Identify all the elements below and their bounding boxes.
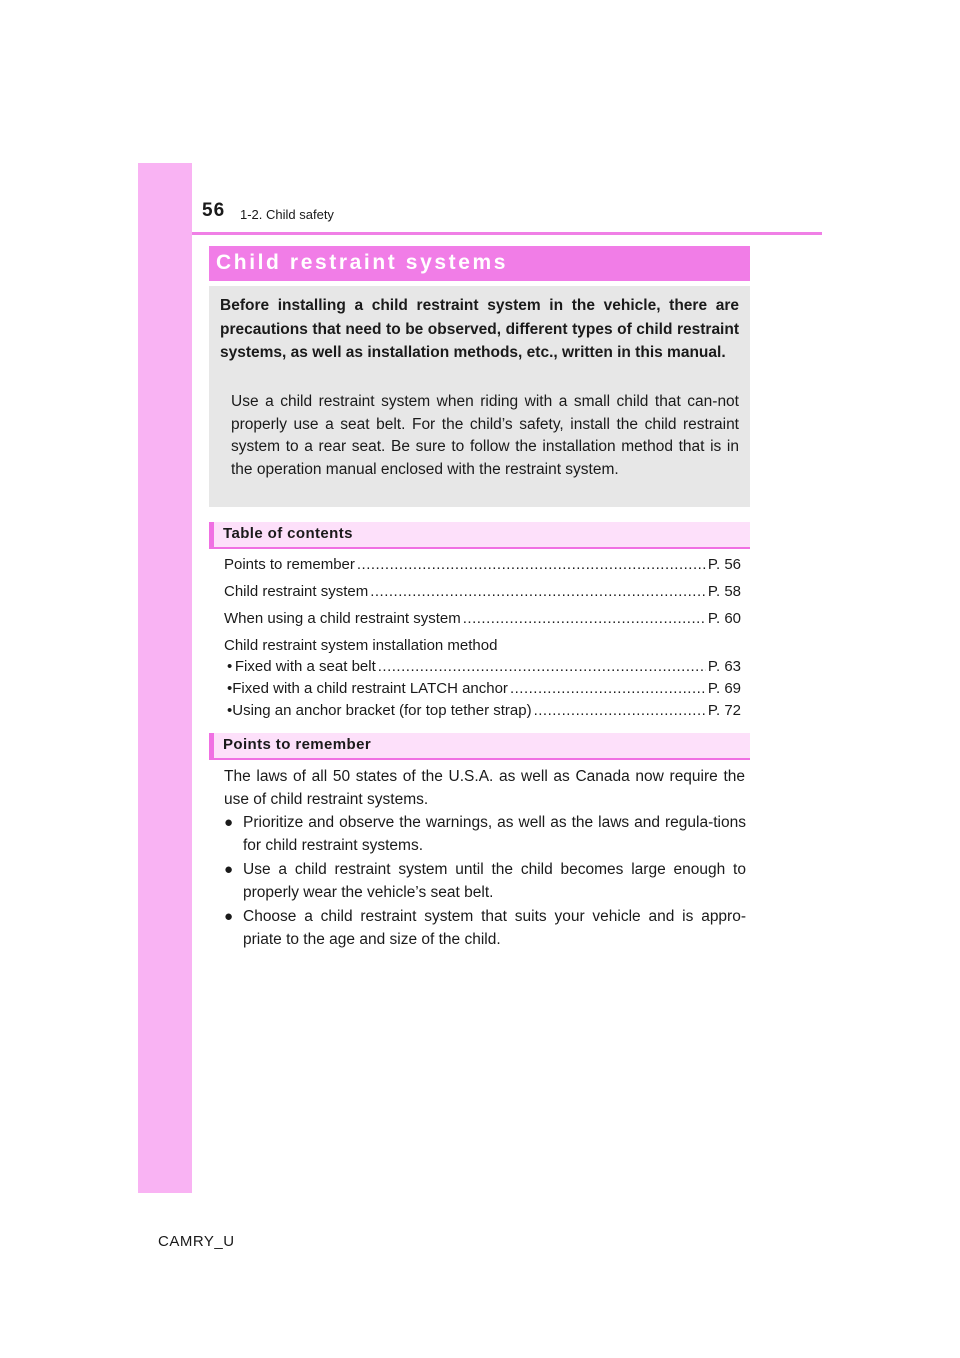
bullet-text: Use a child restraint system until the child becomes large enough to properly wear the vehicle’s seat belt. [243,861,746,901]
toc-item-label: Points to remember [224,556,355,573]
intro-body: Use a child restraint system when riding with a small child that can-not properly use a seat belt. For the child’s safety, install the child restraint system to a rear seat. Be sure to follow the installation method that is in the operation manual enclosed with the restraint system. [231,393,739,478]
toc-leader [370,583,706,600]
page-title: Child restraint systems [216,251,509,274]
toc-item-label: Fixed with a child restraint LATCH anchor [232,680,508,697]
toc-bullet: • [227,702,233,719]
points-paragraph: The laws of all 50 states of the U.S.A. as well as Canada now require the use of child restraint systems. [224,768,745,808]
toc-item-page: P. 69 [707,680,741,697]
toc-bullet: • [227,680,233,697]
points-heading: Points to remember [223,736,372,753]
toc-bullet: • [227,658,233,675]
points-heading-bar [209,733,750,760]
chapter-tab-sidebar [138,163,192,1193]
toc-leader [463,610,706,627]
toc-item[interactable] [224,556,741,573]
bullet-point [224,811,746,857]
toc-leader [378,658,706,675]
bullet-text: Prioritize and observe the warnings, as well as the laws and regula-tions for child restraint systems. [243,814,746,854]
toc-group-label: Child restraint system installation method [224,637,498,654]
toc-item-page: P. 72 [707,702,741,719]
page-number: 56 [202,200,226,221]
toc-item-page: P. 63 [707,658,741,675]
bullet-text: Choose a child restraint system that suits your vehicle and is appro-priate to the age and size of the child. [243,908,746,948]
bullet-mark: ● [224,908,234,925]
toc-leader [357,556,706,573]
intro-summary: Before installing a child restraint system in the vehicle, there are precautions that need to be observed, different types of child restraint systems, as well as installation methods, etc., written in this manual. [220,297,739,361]
toc-sub-item[interactable] [227,702,741,719]
page-title-bar [209,246,750,281]
toc-item-label: Child restraint system [224,583,369,600]
bullet-point [224,858,746,904]
intro-box [209,286,750,507]
toc-leader [534,702,706,719]
toc-item[interactable] [224,583,741,600]
toc-sub-item[interactable] [227,680,741,697]
section-title: 1-2. Child safety [240,207,334,222]
footer-model-code: CAMRY_U [158,1233,235,1250]
toc-item-label: Using an anchor bracket (for top tether strap) [232,702,532,719]
bullet-mark: ● [224,861,234,878]
toc-item-page: P. 60 [707,610,741,627]
toc-item-label: Fixed with a seat belt [234,658,376,675]
header-divider [192,232,822,235]
toc-leader [510,680,706,697]
toc-heading-bar [209,522,750,549]
bullet-point [224,905,746,951]
toc-item-page: P. 56 [707,556,741,573]
toc-sub-item[interactable] [227,658,741,675]
toc-item-page: P. 58 [707,583,741,600]
bullet-mark: ● [224,814,234,831]
toc-item-label: When using a child restraint system [224,610,461,627]
toc-heading: Table of contents [223,525,353,542]
toc-item[interactable] [224,610,741,627]
